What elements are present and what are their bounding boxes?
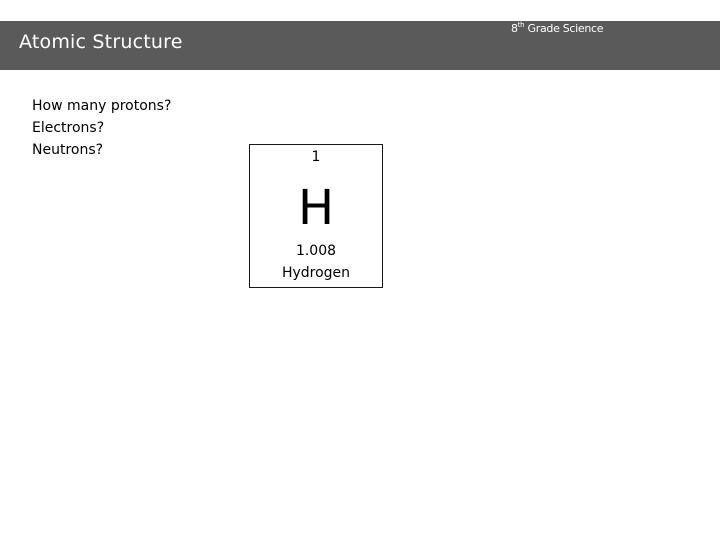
question-electrons: Electrons?	[32, 120, 105, 136]
atomic-number: 1	[311, 149, 321, 165]
course-grade-number: 8	[511, 22, 518, 35]
atomic-mass: 1.008	[295, 243, 337, 259]
course-subject: Grade Science	[524, 22, 604, 35]
element-tile	[249, 144, 383, 288]
element-name: Hydrogen	[281, 265, 351, 281]
question-list	[32, 95, 171, 161]
element-symbol: H	[297, 180, 335, 236]
question-protons: How many protons?	[32, 98, 172, 114]
course-grade-ordinal: th	[517, 21, 525, 29]
slide-title: Atomic Structure	[19, 31, 183, 53]
question-neutrons: Neutrons?	[32, 142, 104, 158]
course-label	[511, 22, 603, 35]
